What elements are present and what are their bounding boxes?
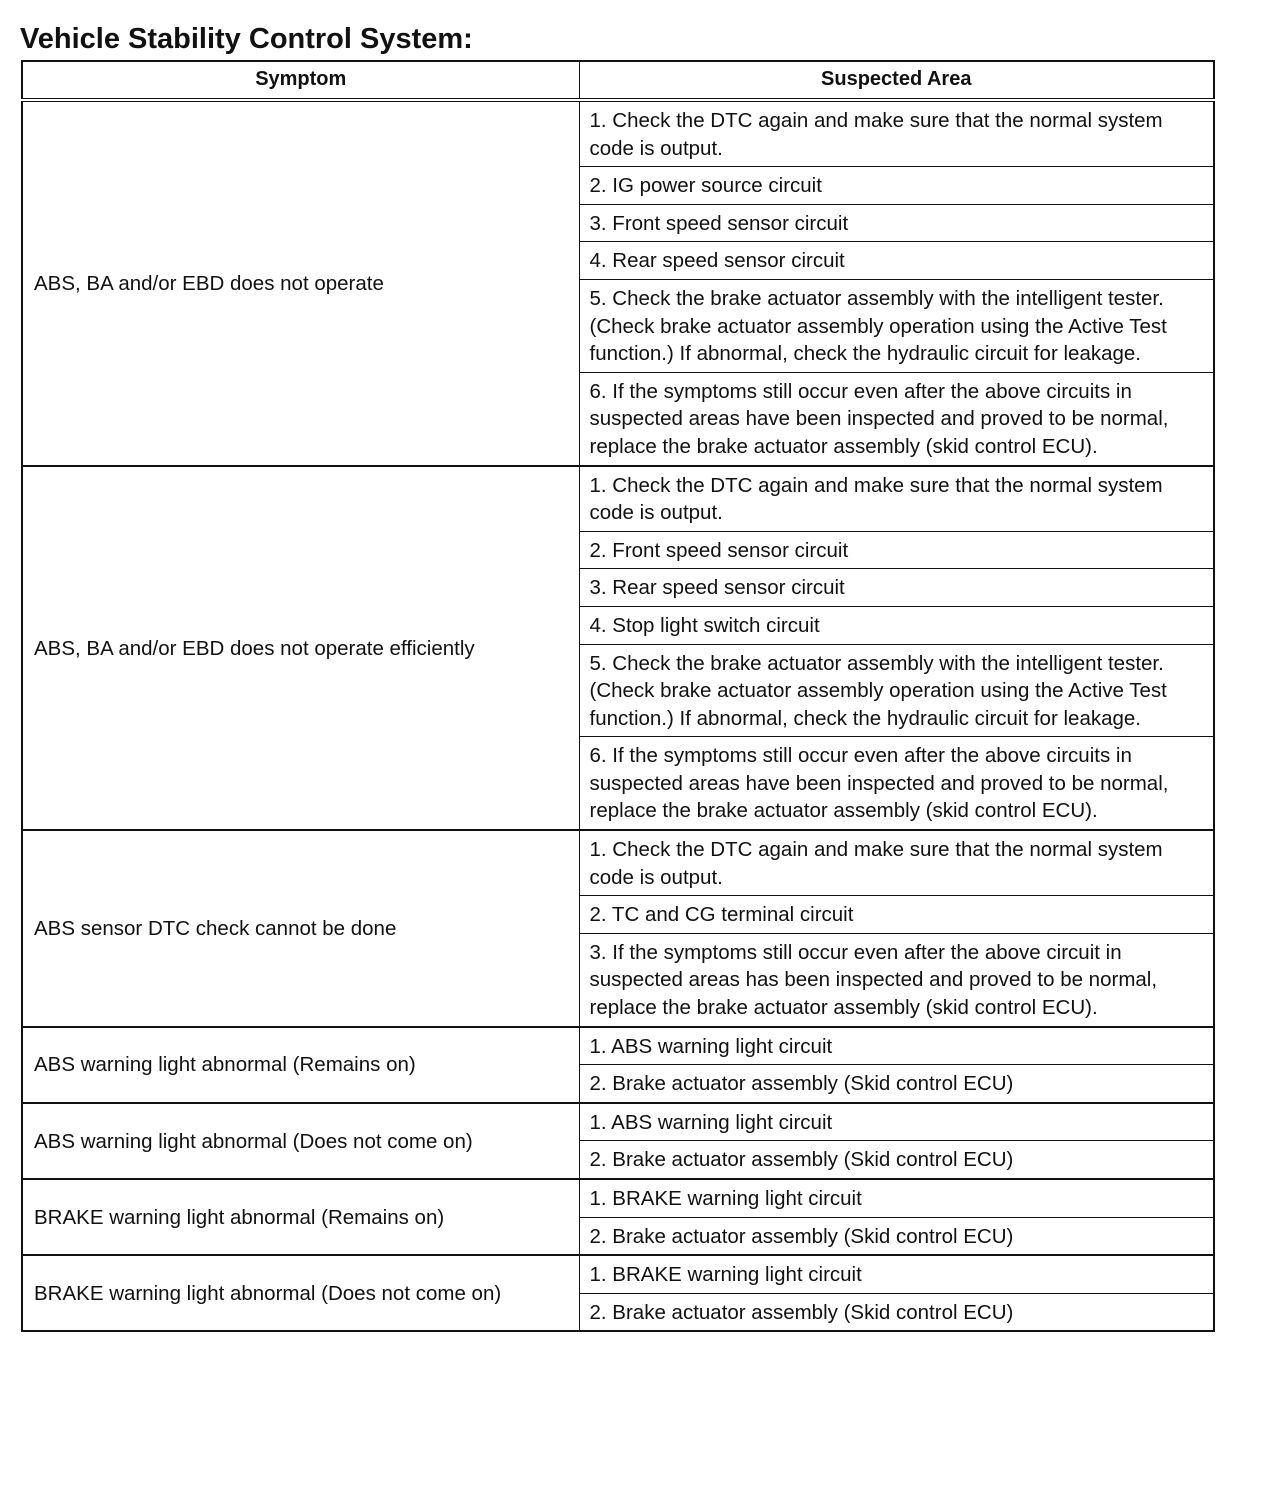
suspected-area-cell: 2. TC and CG terminal circuit (579, 896, 1214, 934)
suspected-area-cell: 3. Rear speed sensor circuit (579, 569, 1214, 607)
symptom-cell: ABS, BA and/or EBD does not operate efficiently (22, 466, 579, 831)
symptom-cell: BRAKE warning light abnormal (Remains on) (22, 1179, 579, 1255)
suspected-area-cell: 2. Brake actuator assembly (Skid control ECU) (579, 1293, 1214, 1331)
table-row (22, 830, 1214, 896)
suspected-area-cell: 2. Brake actuator assembly (Skid control ECU) (579, 1217, 1214, 1255)
page-title: Vehicle Stability Control System: (20, 23, 473, 55)
suspected-area-cell: 6. If the symptoms still occur even after the above circuits in suspected areas have been inspected and proved to be normal, replace the brake actuator assembly (skid control ECU). (579, 372, 1214, 465)
suspected-area-cell: 1. BRAKE warning light circuit (579, 1255, 1214, 1293)
suspected-area-cell: 2. Brake actuator assembly (Skid control ECU) (579, 1141, 1214, 1179)
suspected-area-cell: 4. Stop light switch circuit (579, 606, 1214, 644)
symptom-cell: ABS warning light abnormal (Does not come on) (22, 1103, 579, 1179)
suspected-area-cell: 1. Check the DTC again and make sure that the normal system code is output. (579, 466, 1214, 532)
suspected-area-cell: 2. IG power source circuit (579, 167, 1214, 205)
table-header-row (22, 61, 1214, 100)
symptom-cell: ABS sensor DTC check cannot be done (22, 830, 579, 1027)
suspected-area-cell: 2. Front speed sensor circuit (579, 531, 1214, 569)
suspected-area-cell: 6. If the symptoms still occur even after the above circuits in suspected areas have been inspected and proved to be normal, replace the brake actuator assembly (skid control ECU). (579, 737, 1214, 830)
suspected-area-cell: 2. Brake actuator assembly (Skid control ECU) (579, 1065, 1214, 1103)
table-row (22, 1103, 1214, 1141)
table-row (22, 1027, 1214, 1065)
symptom-cell: ABS, BA and/or EBD does not operate (22, 100, 579, 466)
suspected-area-cell: 3. If the symptoms still occur even after the above circuit in suspected areas has been inspected and proved to be normal, replace the brake actuator assembly (skid control ECU). (579, 933, 1214, 1026)
symptom-cell: BRAKE warning light abnormal (Does not come on) (22, 1255, 579, 1331)
table-row (22, 100, 1214, 167)
suspected-area-header: Suspected Area (579, 61, 1214, 100)
table-row (22, 1179, 1214, 1217)
suspected-area-cell: 5. Check the brake actuator assembly with the intelligent tester. (Check brake actuator assembly operation using the Active Test function.) If abnormal, check the hydraulic circuit for leakage. (579, 644, 1214, 737)
table-row (22, 1255, 1214, 1293)
symptom-cell: ABS warning light abnormal (Remains on) (22, 1027, 579, 1103)
suspected-area-cell: 1. Check the DTC again and make sure that the normal system code is output. (579, 100, 1214, 167)
suspected-area-cell: 1. ABS warning light circuit (579, 1103, 1214, 1141)
suspected-area-cell: 5. Check the brake actuator assembly with the intelligent tester. (Check brake actuator assembly operation using the Active Test function.) If abnormal, check the hydraulic circuit for leakage. (579, 279, 1214, 372)
suspected-area-cell: 1. Check the DTC again and make sure that the normal system code is output. (579, 830, 1214, 896)
table-row (22, 466, 1214, 532)
suspected-area-cell: 3. Front speed sensor circuit (579, 204, 1214, 242)
symptom-header: Symptom (22, 61, 579, 100)
symptom-table (21, 60, 1215, 1332)
suspected-area-cell: 1. ABS warning light circuit (579, 1027, 1214, 1065)
suspected-area-cell: 4. Rear speed sensor circuit (579, 242, 1214, 280)
table-body (22, 100, 1214, 1331)
suspected-area-cell: 1. BRAKE warning light circuit (579, 1179, 1214, 1217)
